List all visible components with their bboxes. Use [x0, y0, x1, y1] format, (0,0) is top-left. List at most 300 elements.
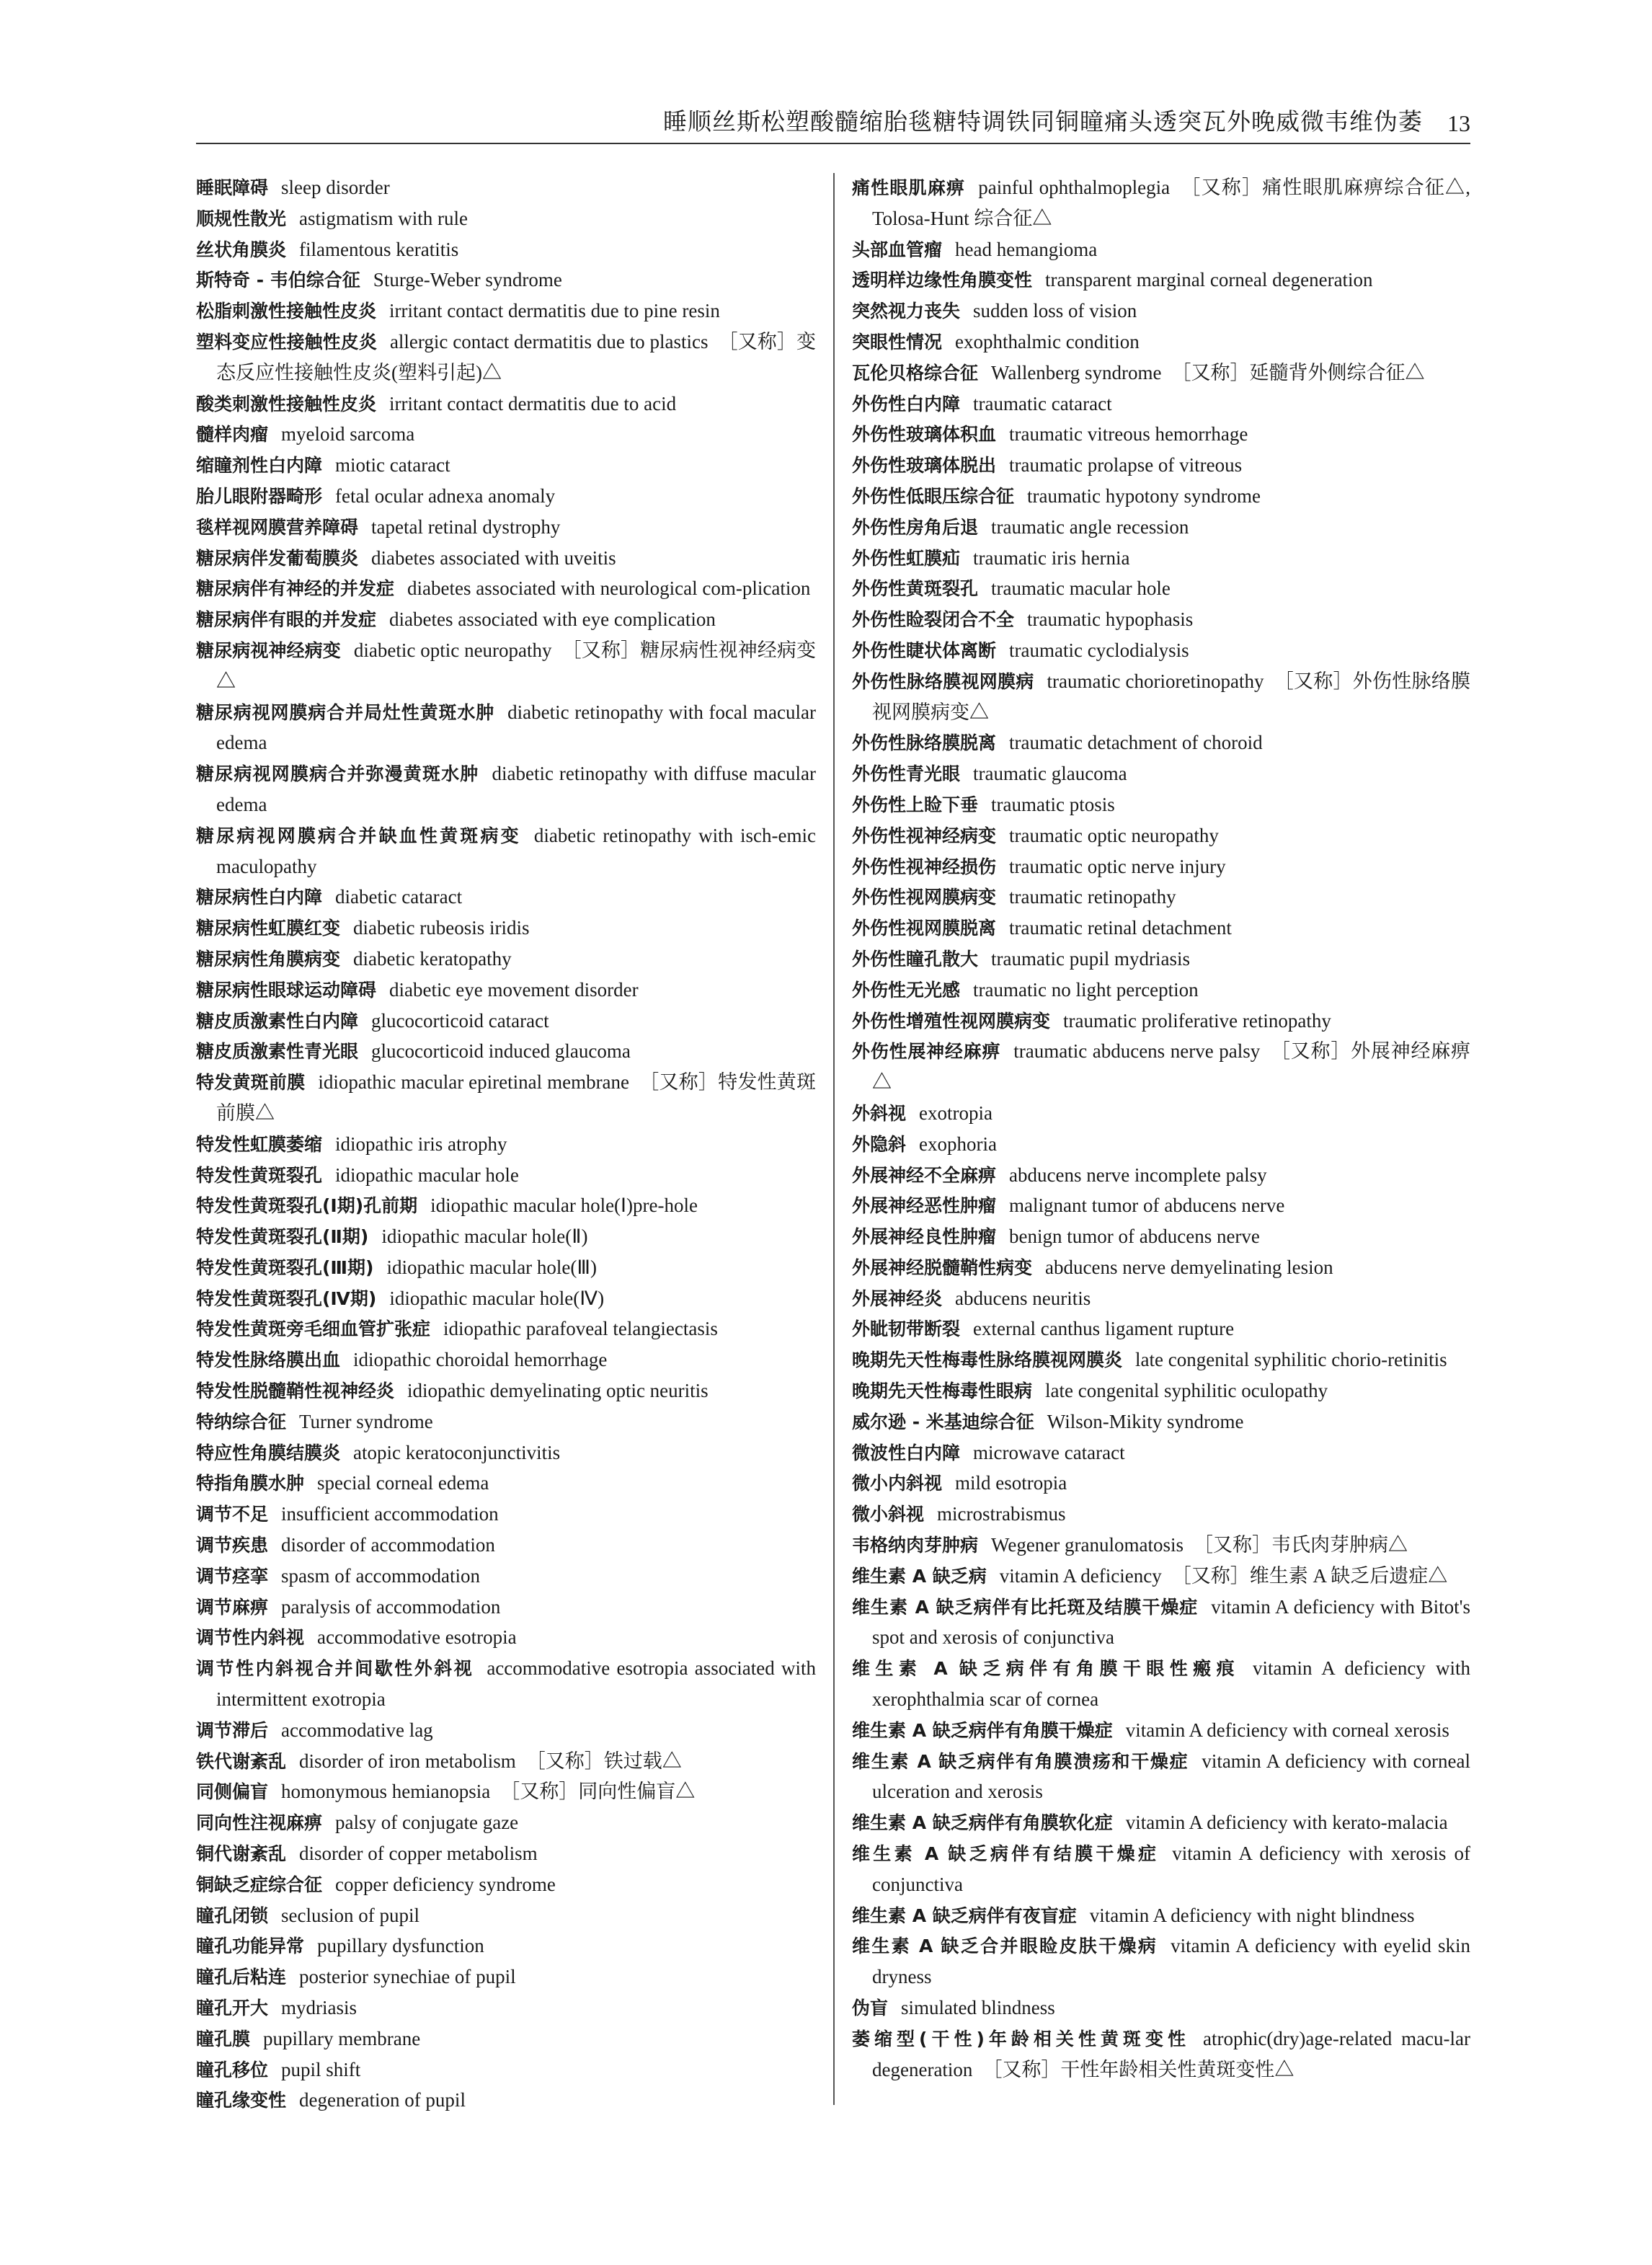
term-chinese: 特应性角膜结膜炎: [196, 1442, 341, 1463]
term-english: glucocorticoid cataract: [371, 1009, 549, 1032]
glossary-entry: [852, 728, 1470, 759]
glossary-entry: [852, 759, 1470, 790]
glossary-entry: [196, 1037, 816, 1068]
term-english: diabetic retinopathy with isch-emic maculopathy: [216, 824, 816, 877]
term-synonym: ［又称］同向性偏盲△: [500, 1781, 696, 1803]
term-english: diabetic optic neuropathy: [353, 639, 552, 661]
term-chinese: 外伤性视神经病变: [852, 825, 997, 846]
term-english: degeneration of pupil: [299, 2089, 466, 2111]
term-english: abducens neuritis: [955, 1287, 1091, 1309]
term-english: posterior synechiae of pupil: [299, 1966, 516, 1988]
glossary-entry: [852, 1191, 1470, 1222]
glossary-entry: [196, 420, 816, 451]
glossary-entry: [852, 1592, 1470, 1654]
term-chinese: 特发黄斑前膜: [196, 1072, 306, 1094]
term-chinese: 毯样视网膜营养障碍: [196, 516, 359, 538]
term-chinese: 外伤性展神经麻痹: [852, 1041, 1001, 1063]
header-title: 睡顺丝斯松塑酸髓缩胎毯糖特调铁同铜瞳痛头透突瓦外晚威微韦维伪萎: [663, 107, 1423, 136]
term-english: Wallenberg syndrome: [991, 361, 1162, 384]
term-english: head hemangioma: [955, 238, 1098, 260]
term-chinese: 糖尿病性角膜病变: [196, 948, 341, 970]
term-chinese: 伪盲: [852, 1998, 889, 2019]
glossary-entry: [196, 2055, 816, 2086]
term-english: abducens nerve incomplete palsy: [1009, 1163, 1267, 1186]
term-synonym: ［又称］外展神经麻痹△: [872, 1040, 1471, 1094]
term-chinese: 维生素 A 缺乏病: [852, 1565, 987, 1587]
term-chinese: 突眼性情况: [852, 331, 943, 353]
term-english: traumatic hypophasis: [1027, 608, 1194, 631]
term-english: myeloid sarcoma: [281, 423, 415, 446]
term-chinese: 瞳孔膜: [196, 2028, 251, 2049]
glossary-entry: [852, 1747, 1470, 1809]
glossary-entry: [852, 605, 1470, 636]
term-chinese: 塑料变应性接触性皮炎: [196, 331, 377, 353]
term-synonym: ［又称］糖尿病性视神经病变△: [216, 639, 817, 692]
term-english: idiopathic macular hole: [335, 1163, 519, 1186]
term-english: paralysis of accommodation: [281, 1595, 501, 1618]
glossary-entry: [852, 2024, 1470, 2086]
term-chinese: 糖尿病视网膜病合并局灶性黄斑水肿: [196, 701, 495, 723]
term-english: diabetic retinopathy with diffuse macular edema: [216, 763, 816, 815]
term-chinese: 糖尿病伴发葡萄膜炎: [196, 547, 359, 569]
glossary-entry: [196, 1468, 816, 1499]
glossary-entry: [196, 1561, 816, 1592]
term-english: Wegener granulomatosis: [991, 1534, 1184, 1556]
glossary-entry: [852, 327, 1470, 358]
glossary-entry: [196, 1407, 816, 1438]
term-chinese: 胎儿眼附器畸形: [196, 485, 323, 507]
term-chinese: 糖尿病性眼球运动障碍: [196, 979, 377, 1001]
running-header: [196, 107, 1470, 144]
term-chinese: 铜缺乏症综合征: [196, 1874, 323, 1895]
term-english: mild esotropia: [955, 1472, 1067, 1494]
glossary-entry: [852, 1130, 1470, 1161]
term-english: Wilson-Mikity syndrome: [1047, 1410, 1244, 1432]
term-chinese: 外伤性睑裂闭合不全: [852, 609, 1015, 631]
term-english: disorder of iron metabolism: [299, 1750, 516, 1772]
term-english: accommodative esotropia: [317, 1626, 517, 1649]
glossary-entry: [196, 1161, 816, 1192]
term-english: vitamin A deficiency with xerosis of conjunctiva: [872, 1843, 1470, 1895]
term-chinese: 痛性眼肌麻痹: [852, 177, 966, 198]
term-chinese: 晚期先天性梅毒性脉络膜视网膜炎: [852, 1349, 1123, 1371]
glossary-entry: [852, 1161, 1470, 1192]
term-chinese: 铜代谢紊乱: [196, 1843, 287, 1865]
term-chinese: 特纳综合征: [196, 1411, 287, 1432]
term-chinese: 外伤性瞳孔散大: [852, 948, 979, 970]
term-english: late congenital syphilitic oculopathy: [1045, 1380, 1328, 1402]
term-chinese: 外伤性视网膜病变: [852, 887, 997, 908]
term-english: filamentous keratitis: [299, 238, 459, 260]
glossary-entry: [196, 1777, 816, 1808]
term-chinese: 外伤性视神经损伤: [852, 856, 997, 877]
glossary-entry: [196, 1345, 816, 1376]
left-column: [196, 173, 816, 2116]
glossary-entry: [196, 1962, 816, 1993]
term-chinese: 调节性内斜视: [196, 1627, 305, 1649]
glossary-entry: [852, 913, 1470, 944]
term-english: traumatic no light perception: [973, 978, 1199, 1001]
term-chinese: 外伤性睫状体离断: [852, 639, 997, 661]
term-english: traumatic optic nerve injury: [1009, 855, 1226, 877]
term-english: traumatic retinopathy: [1009, 886, 1176, 908]
glossary-entry: [852, 1345, 1470, 1376]
term-chinese: 同向性注视麻痹: [196, 1812, 323, 1834]
term-english: pupil shift: [281, 2058, 361, 2080]
term-chinese: 外展神经不全麻痹: [852, 1164, 997, 1186]
term-chinese: 特发性虹膜萎缩: [196, 1133, 323, 1155]
term-chinese: 调节滞后: [196, 1719, 269, 1741]
glossary-entry: [852, 1561, 1470, 1592]
term-english: exotropia: [919, 1102, 992, 1124]
glossary-entry: [196, 636, 816, 698]
glossary-entry: [852, 513, 1470, 544]
term-english: traumatic pupil mydriasis: [991, 947, 1190, 970]
term-english: traumatic prolapse of vitreous: [1009, 454, 1243, 477]
term-english: atrophic(dry)age-related macu-lar degeneration: [872, 2027, 1471, 2080]
term-chinese: 瓦伦贝格综合征: [852, 362, 979, 384]
glossary-entry: [852, 358, 1470, 389]
term-english: exophthalmic condition: [955, 330, 1140, 353]
term-chinese: 瞳孔功能异常: [196, 1936, 305, 1957]
term-chinese: 糖尿病性虹膜红变: [196, 918, 341, 939]
term-chinese: 松脂刺激性接触性皮炎: [196, 301, 377, 322]
page-number: 13: [1447, 110, 1470, 136]
glossary-entry: [196, 173, 816, 204]
term-english: diabetic eye movement disorder: [389, 978, 639, 1001]
term-english: vitamin A deficiency: [999, 1564, 1162, 1587]
term-english: vitamin A deficiency with eyelid skin dryness: [872, 1935, 1470, 1988]
glossary-entry: [852, 1099, 1470, 1130]
glossary-entry: [196, 1253, 816, 1284]
term-english: exophoria: [919, 1132, 997, 1155]
term-chinese: 糖尿病视网膜病合并缺血性黄斑病变: [196, 825, 521, 846]
term-chinese: 晚期先天性梅毒性眼病: [852, 1380, 1033, 1402]
term-english: diabetic retinopathy with focal macular edema: [216, 701, 816, 754]
term-english: accommodative esotropia associated with intermittent exotropia: [216, 1657, 816, 1711]
term-chinese: 特发性黄斑裂孔(Ⅰ期)孔前期: [196, 1195, 418, 1217]
term-chinese: 糖尿病伴有神经的并发症: [196, 578, 395, 600]
term-english: special corneal edema: [317, 1472, 489, 1494]
glossary-entry: [196, 544, 816, 575]
glossary-entry: [196, 1284, 816, 1315]
glossary-entry: [852, 296, 1470, 327]
glossary-entry: [196, 1870, 816, 1901]
term-chinese: 外伤性上睑下垂: [852, 794, 979, 815]
term-chinese: 外伤性视网膜脱离: [852, 918, 997, 939]
term-english: diabetes associated with uveitis: [371, 546, 616, 569]
glossary-entry: [852, 235, 1470, 266]
term-english: traumatic glaucoma: [973, 763, 1127, 785]
term-chinese: 缩瞳剂性白内障: [196, 455, 323, 477]
glossary-entry: [852, 574, 1470, 605]
glossary-entry: [852, 1901, 1470, 1932]
term-chinese: 威尔逊 - 米基迪综合征: [852, 1411, 1034, 1432]
term-chinese: 糖尿病性白内障: [196, 887, 323, 908]
term-english: disorder of copper metabolism: [299, 1843, 538, 1865]
glossary-entry: [196, 451, 816, 482]
term-chinese: 外伤性低眼压综合征: [852, 485, 1015, 507]
glossary-entry: [852, 1654, 1470, 1716]
glossary-entry: [852, 790, 1470, 821]
term-chinese: 铁代谢紊乱: [196, 1750, 287, 1772]
term-chinese: 特发性黄斑裂孔(Ⅲ期): [196, 1256, 374, 1278]
term-english: traumatic ptosis: [991, 793, 1115, 815]
term-chinese: 特发性脉络膜出血: [196, 1349, 341, 1371]
glossary-entry: [852, 1037, 1470, 1099]
term-english: traumatic chorioretinopathy: [1047, 670, 1264, 692]
glossary-entry: [852, 821, 1470, 852]
term-english: external canthus ligament rupture: [973, 1318, 1235, 1340]
term-chinese: 维生素 A 缺乏病伴有角膜干燥症: [852, 1719, 1113, 1741]
term-english: Turner syndrome: [299, 1410, 433, 1432]
term-chinese: 外隐斜: [852, 1133, 907, 1155]
term-english: diabetes associated with eye complication: [389, 608, 716, 631]
term-english: traumatic vitreous hemorrhage: [1009, 423, 1248, 446]
glossary-entry: [196, 605, 816, 636]
term-english: diabetic keratopathy: [353, 947, 512, 970]
glossary-entry: [196, 1006, 816, 1037]
column-divider: [833, 173, 835, 2105]
term-english: traumatic cataract: [973, 392, 1112, 415]
term-chinese: 外伤性脉络膜视网膜病: [852, 670, 1034, 692]
term-english: vitamin A deficiency with kerato-malacia: [1125, 1812, 1448, 1834]
glossary-entry: [852, 1530, 1470, 1561]
term-chinese: 韦格纳肉芽肿病: [852, 1535, 979, 1556]
term-synonym: ［又称］外伤性脉络膜视网膜病变△: [872, 670, 1470, 723]
glossary-entry: [852, 1839, 1470, 1901]
term-english: traumatic detachment of choroid: [1009, 732, 1263, 754]
glossary-entry: [196, 204, 816, 235]
right-column: [852, 173, 1470, 2086]
term-english: traumatic proliferative retinopathy: [1063, 1009, 1331, 1032]
glossary-entry: [196, 1130, 816, 1161]
term-chinese: 外伤性黄斑裂孔: [852, 578, 979, 600]
term-english: Sturge-Weber syndrome: [373, 269, 562, 291]
glossary-entry: [196, 1068, 816, 1130]
term-english: traumatic abducens nerve palsy: [1013, 1040, 1261, 1063]
term-english: diabetic cataract: [335, 886, 463, 908]
term-english: simulated blindness: [901, 1997, 1055, 2019]
term-chinese: 头部血管瘤: [852, 239, 943, 260]
term-english: accommodative lag: [281, 1719, 433, 1741]
term-chinese: 调节疾患: [196, 1535, 269, 1556]
glossary-entry: [196, 265, 816, 296]
glossary-entry: [852, 389, 1470, 420]
glossary-entry: [852, 1808, 1470, 1839]
term-english: glucocorticoid induced glaucoma: [371, 1040, 631, 1063]
term-english: traumatic optic neuropathy: [1009, 824, 1219, 846]
glossary-entry: [196, 327, 816, 389]
term-english: diabetic rubeosis iridis: [353, 917, 530, 939]
term-english: traumatic retinal detachment: [1009, 917, 1232, 939]
glossary-entry: [196, 1530, 816, 1561]
glossary-entry: [196, 1993, 816, 2024]
term-english: vitamin A deficiency with corneal xerosis: [1125, 1719, 1449, 1741]
term-synonym: ［又称］痛性眼肌麻痹综合征△, Tolosa-Hunt 综合征△: [872, 177, 1471, 229]
term-english: irritant contact dermatitis due to pine resin: [389, 300, 720, 322]
glossary-entry: [196, 574, 816, 605]
term-chinese: 丝状角膜炎: [196, 239, 287, 260]
glossary-entry: [196, 944, 816, 975]
term-chinese: 维生素 A 缺乏合并眼睑皮肤干燥病: [852, 1936, 1158, 1957]
glossary-entry: [852, 1376, 1470, 1407]
term-chinese: 糖皮质激素性白内障: [196, 1010, 359, 1032]
term-english: idiopathic iris atrophy: [335, 1132, 507, 1155]
glossary-entry: [852, 1468, 1470, 1499]
term-chinese: 特指角膜水肿: [196, 1473, 305, 1494]
glossary-entry: [852, 544, 1470, 575]
term-chinese: 特发性黄斑旁毛细血管扩张症: [196, 1318, 431, 1340]
term-english: irritant contact dermatitis due to acid: [389, 392, 677, 415]
term-chinese: 瞳孔缘变性: [196, 2090, 287, 2111]
term-chinese: 外伤性玻璃体脱出: [852, 455, 997, 477]
term-english: astigmatism with rule: [299, 207, 468, 229]
glossary-entry: [852, 1438, 1470, 1469]
term-chinese: 维生素 A 缺乏病伴有角膜干眼性瘢痕: [852, 1658, 1240, 1680]
term-chinese: 糖皮质激素性青光眼: [196, 1041, 359, 1063]
term-chinese: 外伤性玻璃体积血: [852, 424, 997, 446]
glossary-entry: [852, 636, 1470, 667]
term-english: spasm of accommodation: [281, 1564, 480, 1587]
glossary-entry: [196, 1931, 816, 1962]
glossary-entry: [196, 513, 816, 544]
term-english: idiopathic macular hole(Ⅰ)pre-hole: [430, 1194, 698, 1217]
glossary-entry: [852, 1716, 1470, 1747]
term-english: atopic keratoconjunctivitis: [353, 1441, 561, 1463]
term-chinese: 微波性白内障: [852, 1442, 961, 1463]
glossary-entry: [852, 852, 1470, 883]
glossary-entry: [852, 1407, 1470, 1438]
term-english: copper deficiency syndrome: [335, 1873, 556, 1895]
term-chinese: 外伤性脉络膜脱离: [852, 732, 997, 754]
term-english: microwave cataract: [973, 1441, 1125, 1463]
term-chinese: 瞳孔后粘连: [196, 1967, 287, 1988]
term-english: sleep disorder: [281, 177, 390, 198]
term-synonym: ［又称］特发性黄斑前膜△: [216, 1071, 816, 1124]
term-synonym: ［又称］变态反应性接触性皮炎(塑料引起)△: [216, 330, 816, 384]
term-chinese: 瞳孔开大: [196, 1998, 269, 2019]
term-chinese: 同侧偏盲: [196, 1781, 269, 1803]
term-synonym: ［又称］维生素 A 缺乏后遗症△: [1171, 1564, 1448, 1587]
glossary-entry: [196, 1716, 816, 1747]
term-english: traumatic cyclodialysis: [1009, 639, 1189, 661]
term-english: transparent marginal corneal degeneration: [1045, 269, 1373, 291]
term-chinese: 调节不足: [196, 1504, 269, 1525]
term-english: vitamin A deficiency with night blindness: [1089, 1904, 1415, 1926]
term-english: idiopathic macular hole(Ⅱ): [381, 1225, 588, 1248]
term-chinese: 外伤性增殖性视网膜病变: [852, 1010, 1051, 1032]
glossary-entry: [196, 1623, 816, 1654]
glossary-entry: [852, 451, 1470, 482]
term-english: traumatic macular hole: [991, 577, 1171, 600]
term-english: painful ophthalmoplegia: [978, 177, 1171, 198]
glossary-entry: [852, 975, 1470, 1006]
term-english: abducens nerve demyelinating lesion: [1045, 1256, 1333, 1278]
glossary-entry: [852, 944, 1470, 975]
term-chinese: 特发性黄斑裂孔(Ⅱ期): [196, 1226, 369, 1248]
term-chinese: 维生素 A 缺乏病伴有夜盲症: [852, 1905, 1077, 1926]
term-english: allergic contact dermatitis due to plastics: [389, 330, 709, 353]
term-chinese: 萎缩型(干性)年龄相关性黄斑变性: [852, 2028, 1190, 2049]
term-english: insufficient accommodation: [281, 1503, 499, 1525]
term-english: sudden loss of vision: [973, 300, 1137, 322]
glossary-entry: [196, 1901, 816, 1932]
term-chinese: 特发性黄斑裂孔: [196, 1164, 323, 1186]
term-chinese: 顺规性散光: [196, 208, 287, 229]
glossary-entry: [196, 482, 816, 513]
term-english: idiopathic demyelinating optic neuritis: [407, 1380, 709, 1402]
term-chinese: 突然视力丧失: [852, 301, 961, 322]
glossary-entry: [852, 1499, 1470, 1530]
glossary-entry: [196, 2086, 816, 2116]
glossary-entry: [196, 882, 816, 913]
glossary-entry: [852, 882, 1470, 913]
glossary-entry: [852, 1931, 1470, 1993]
term-english: idiopathic macular epiretinal membrane: [318, 1071, 630, 1094]
glossary-entry: [196, 1314, 816, 1345]
term-synonym: ［又称］韦氏肉芽肿病△: [1194, 1534, 1408, 1556]
glossary-entry: [196, 821, 816, 883]
term-chinese: 瞳孔闭锁: [196, 1905, 269, 1926]
term-english: idiopathic macular hole(Ⅲ): [386, 1256, 598, 1278]
term-chinese: 维生素 A 缺乏病伴有比托斑及结膜干燥症: [852, 1596, 1199, 1618]
term-chinese: 维生素 A 缺乏病伴有结膜干燥症: [852, 1843, 1160, 1865]
term-english: traumatic hypotony syndrome: [1027, 484, 1261, 507]
term-chinese: 酸类刺激性接触性皮炎: [196, 393, 377, 415]
glossary-entry: [852, 1284, 1470, 1315]
glossary-entry: [196, 1191, 816, 1222]
glossary-entry: [196, 1592, 816, 1623]
term-chinese: 睡眠障碍: [196, 177, 269, 198]
glossary-entry: [196, 1839, 816, 1870]
term-chinese: 外伤性青光眼: [852, 763, 961, 785]
term-chinese: 外斜视: [852, 1102, 907, 1124]
term-chinese: 糖尿病视网膜病合并弥漫黄斑水肿: [196, 763, 479, 785]
glossary-entry: [196, 389, 816, 420]
term-chinese: 微小内斜视: [852, 1473, 943, 1494]
term-english: seclusion of pupil: [281, 1904, 419, 1926]
glossary-entry: [852, 265, 1470, 296]
glossary-entry: [196, 1654, 816, 1716]
term-english: fetal ocular adnexa anomaly: [335, 484, 556, 507]
term-english: pupillary dysfunction: [317, 1935, 484, 1957]
term-english: vitamin A deficiency with xerophthalmia scar of cornea: [872, 1657, 1470, 1711]
glossary-entry: [852, 482, 1470, 513]
term-chinese: 外伤性虹膜疝: [852, 547, 961, 569]
glossary-entry: [852, 173, 1470, 235]
term-english: disorder of accommodation: [281, 1534, 495, 1556]
glossary-entry: [196, 296, 816, 327]
glossary-entry: [196, 913, 816, 944]
term-english: traumatic angle recession: [991, 515, 1189, 538]
term-chinese: 瞳孔移位: [196, 2059, 269, 2080]
term-english: idiopathic parafoveal telangiectasis: [443, 1318, 718, 1340]
term-synonym: ［又称］铁过载△: [525, 1750, 682, 1772]
glossary-entry: [852, 1006, 1470, 1037]
term-chinese: 髓样肉瘤: [196, 424, 269, 446]
term-chinese: 外展神经脱髓鞘性病变: [852, 1256, 1033, 1278]
glossary-entry: [196, 1499, 816, 1530]
term-english: late congenital syphilitic chorio-retinitis: [1135, 1349, 1447, 1371]
term-english: palsy of conjugate gaze: [335, 1812, 519, 1834]
term-chinese: 特发性脱髓鞘性视神经炎: [196, 1380, 395, 1402]
term-english: idiopathic macular hole(Ⅳ): [389, 1287, 605, 1309]
glossary-entry: [196, 975, 816, 1006]
term-chinese: 外眦韧带断裂: [852, 1318, 961, 1340]
glossary-entry: [852, 420, 1470, 451]
term-chinese: 微小斜视: [852, 1504, 925, 1525]
